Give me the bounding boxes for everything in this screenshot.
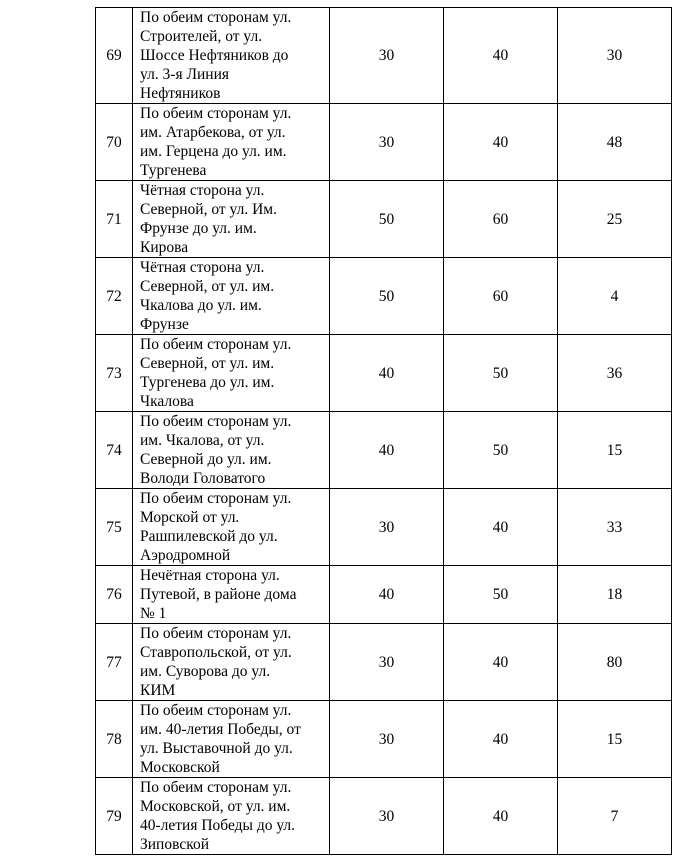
row-value-2: 50 — [444, 412, 558, 489]
row-value-1: 50 — [330, 258, 444, 335]
row-value-3: 15 — [558, 701, 672, 778]
row-value-3: 30 — [558, 8, 672, 104]
row-value-3: 36 — [558, 335, 672, 412]
table-row — [96, 624, 672, 701]
row-number: 73 — [96, 335, 133, 412]
table-row — [96, 566, 672, 624]
row-number: 71 — [96, 181, 133, 258]
row-value-2: 60 — [444, 258, 558, 335]
row-description: По обеим сторонам ул. им. Атарбекова, от ул. им. Герцена до ул. им. Тургенева — [133, 104, 330, 181]
row-number: 74 — [96, 412, 133, 489]
row-value-2: 40 — [444, 624, 558, 701]
table-row — [96, 412, 672, 489]
row-value-3: 25 — [558, 181, 672, 258]
row-number: 77 — [96, 624, 133, 701]
row-description: По обеим сторонам ул. Строителей, от ул. Шоссе Нефтяников до ул. 3-я Линия Нефтяников — [133, 8, 330, 104]
row-value-2: 40 — [444, 778, 558, 855]
row-description: Чётная сторона ул. Северной, от ул. им. Чкалова до ул. им. Фрунзе — [133, 258, 330, 335]
row-value-1: 30 — [330, 8, 444, 104]
row-number: 76 — [96, 566, 133, 624]
table-row — [96, 489, 672, 566]
table-row — [96, 181, 672, 258]
row-value-2: 50 — [444, 566, 558, 624]
row-value-3: 15 — [558, 412, 672, 489]
row-value-1: 30 — [330, 701, 444, 778]
row-value-2: 50 — [444, 335, 558, 412]
row-value-1: 40 — [330, 566, 444, 624]
row-value-3: 18 — [558, 566, 672, 624]
row-number: 78 — [96, 701, 133, 778]
row-value-1: 40 — [330, 335, 444, 412]
table-row — [96, 8, 672, 104]
row-number: 79 — [96, 778, 133, 855]
row-value-1: 30 — [330, 778, 444, 855]
row-number: 69 — [96, 8, 133, 104]
table-row — [96, 701, 672, 778]
row-value-1: 30 — [330, 104, 444, 181]
row-description: Нечётная сторона ул. Путевой, в районе дома № 1 — [133, 566, 330, 624]
row-value-3: 48 — [558, 104, 672, 181]
row-number: 70 — [96, 104, 133, 181]
row-description: По обеим сторонам ул. им. 40-летия Победы, от ул. Выставочной до ул. Московской — [133, 701, 330, 778]
row-value-2: 40 — [444, 489, 558, 566]
data-table — [95, 7, 672, 855]
row-value-1: 30 — [330, 624, 444, 701]
row-value-1: 40 — [330, 412, 444, 489]
row-value-3: 80 — [558, 624, 672, 701]
row-value-3: 33 — [558, 489, 672, 566]
table-row — [96, 258, 672, 335]
table-row — [96, 104, 672, 181]
row-value-2: 40 — [444, 701, 558, 778]
row-value-3: 7 — [558, 778, 672, 855]
row-description: По обеим сторонам ул. Ставропольской, от ул. им. Суворова до ул. КИМ — [133, 624, 330, 701]
table-row — [96, 778, 672, 855]
row-description: По обеим сторонам ул. им. Чкалова, от ул. Северной до ул. им. Володи Головатого — [133, 412, 330, 489]
row-description: По обеим сторонам ул. Морской от ул. Рашпилевской до ул. Аэродромной — [133, 489, 330, 566]
row-value-2: 40 — [444, 8, 558, 104]
row-value-3: 4 — [558, 258, 672, 335]
row-value-1: 50 — [330, 181, 444, 258]
row-description: По обеим сторонам ул. Северной, от ул. им. Тургенева до ул. им. Чкалова — [133, 335, 330, 412]
row-value-2: 40 — [444, 104, 558, 181]
row-value-2: 60 — [444, 181, 558, 258]
row-number: 75 — [96, 489, 133, 566]
row-description: По обеим сторонам ул. Московской, от ул. им. 40-летия Победы до ул. Зиповской — [133, 778, 330, 855]
table-row — [96, 335, 672, 412]
row-number: 72 — [96, 258, 133, 335]
row-value-1: 30 — [330, 489, 444, 566]
row-description: Чётная сторона ул. Северной, от ул. Им. Фрунзе до ул. им. Кирова — [133, 181, 330, 258]
